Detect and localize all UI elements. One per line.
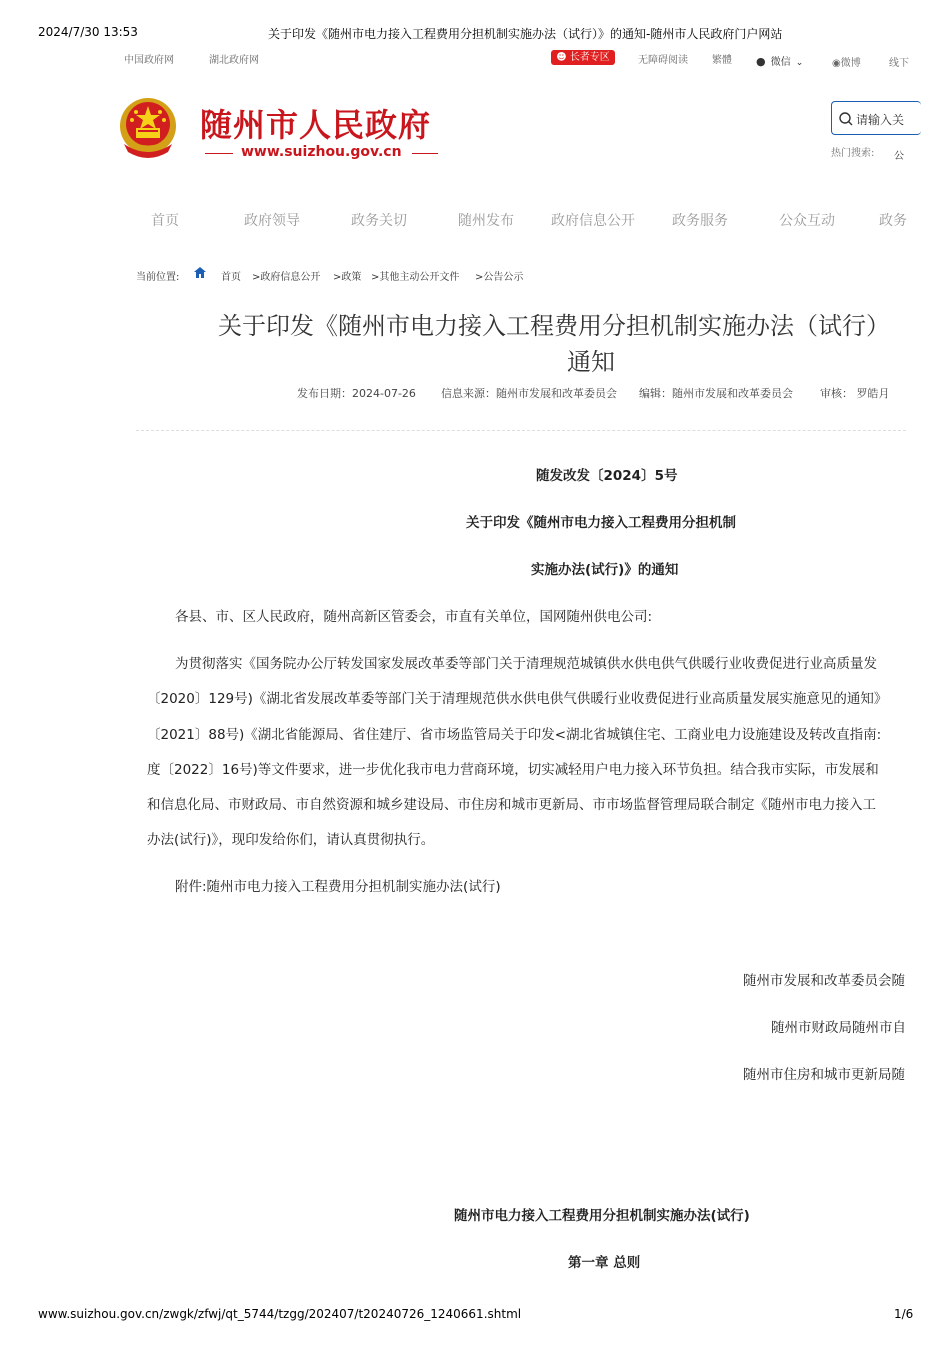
recipients: 各县、市、区人民政府，随州高新区管委会，市直有关单位，国网随州供电公司: <box>175 609 653 625</box>
elder-icon: ☻ <box>556 52 567 63</box>
subject-line1: 关于印发《随州市电力接入工程费用分担机制 <box>466 515 736 531</box>
signature-line: 随州市住房和城市更新局随 <box>743 1067 905 1083</box>
article-title-line1: 关于印发《随州市电力接入工程费用分担机制实施办法（试行） <box>218 312 890 340</box>
nav-releases[interactable]: 随州发布 <box>458 213 514 229</box>
nav-concerns[interactable]: 政务关切 <box>351 213 407 229</box>
breadcrumb-policy[interactable]: >政策 <box>333 272 362 283</box>
article-title-line2: 通知 <box>567 348 615 376</box>
nav-affairs[interactable]: 政务 <box>879 213 907 229</box>
chevron-down-icon: ⌄ <box>795 58 804 68</box>
search-placeholder: 请输入关 <box>856 113 905 127</box>
meta-divider <box>136 430 906 431</box>
nav-interaction[interactable]: 公众互动 <box>779 213 835 229</box>
subject-line2: 实施办法(试行)》的通知 <box>531 562 679 578</box>
offline-link[interactable] <box>889 51 909 69</box>
elder-zone-label: 长者专区 <box>569 52 610 63</box>
print-datetime: 2024/7/30 13:53 <box>38 25 138 39</box>
signature-line: 随州市财政局随州市自 <box>771 1020 906 1036</box>
hot-search-item[interactable] <box>894 144 906 162</box>
document-number: 随发改发〔2024〕5号 <box>536 468 678 484</box>
link-china-gov[interactable]: 中国政府网 <box>124 55 174 66</box>
traditional-chinese-link[interactable]: 繁體 <box>712 55 732 66</box>
link-hubei-gov[interactable]: 湖北政府网 <box>209 55 259 66</box>
weibo-link[interactable] <box>832 51 861 70</box>
search-icon <box>839 112 853 126</box>
print-url: www.suizhou.gov.cn/zwgk/zfwj/qt_5744/tzgg/202407/t20240726_1240661.shtml <box>38 1307 522 1321</box>
paragraph-line: 为贯彻落实《国务院办公厅转发国家发展改革委等部门关于清理规范城镇供水供电供气供暖行业收费促进行业高质量发 <box>175 656 877 672</box>
wechat-label: 微信 <box>770 57 791 68</box>
weibo-label: 微博 <box>840 58 861 69</box>
nav-services[interactable]: 政务服务 <box>672 213 728 229</box>
print-page-number: 1/6 <box>894 1307 914 1321</box>
attachment-title: 随州市电力接入工程费用分担机制实施办法(试行) <box>454 1208 750 1224</box>
nav-home[interactable]: 首页 <box>151 213 179 229</box>
accessible-reading-link[interactable]: 无障碍阅读 <box>638 55 688 66</box>
url-divider-left <box>205 153 233 154</box>
paragraph-line: 〔2020〕129号)《湖北省发展改革委等部门关于清理规范供水供电供气供暖行业收费促进行业高质量发展实施意见的通知》 <box>147 691 888 707</box>
nav-leaders[interactable]: 政府领导 <box>244 213 300 229</box>
site-url: www.suizhou.gov.cn <box>241 144 402 160</box>
breadcrumb-other-files[interactable]: >其他主动公开文件 <box>371 272 460 283</box>
breadcrumb-info-disclosure[interactable]: >政府信息公开 <box>252 272 321 283</box>
nav-info-disclosure[interactable]: 政府信息公开 <box>551 213 635 229</box>
editor: 编辑：随州市发展和改革委员会 <box>639 387 793 400</box>
reviewer: 审核： 罗皓月 <box>820 387 890 400</box>
attachment-link[interactable]: 附件:随州市电力接入工程费用分担机制实施办法(试行) <box>175 879 501 895</box>
info-source: 信息来源：随州市发展和改革委员会 <box>441 387 617 400</box>
paragraph-line: 和信息化局、市财政局、市自然资源和城乡建设局、市住房和城市更新局、市市场监督管理局联合制定《随州市电力接入工 <box>147 797 876 813</box>
paragraph-line: 办法(试行)》，现印发给你们，请认真贯彻执行。 <box>147 832 435 848</box>
hot-search-label: 热门搜索: <box>831 148 875 159</box>
breadcrumb-label: 当前位置: <box>136 272 180 283</box>
breadcrumb-announcements[interactable]: >公告公示 <box>475 272 524 283</box>
wechat-icon: ● <box>756 55 766 68</box>
site-name: 随州市人民政府 <box>200 106 432 144</box>
home-icon <box>194 267 206 278</box>
search-input[interactable] <box>831 101 921 135</box>
print-page-title: 关于印发《随州市电力接入工程费用分担机制实施办法（试行）》的通知-随州市人民政府门户网站 <box>268 27 783 41</box>
paragraph-line: 度〔2022〕16号)等文件要求，进一步优化我市电力营商环境，切实减轻用户电力接入环节负担。结合我市实际，市发展和 <box>147 762 879 778</box>
chapter-heading: 第一章 总则 <box>568 1255 641 1271</box>
publish-date: 发布日期：2024-07-26 <box>297 387 416 400</box>
breadcrumb-home[interactable]: 首页 <box>221 272 241 283</box>
wechat-menu[interactable] <box>756 50 803 69</box>
weibo-icon: ◉ <box>832 58 841 69</box>
url-divider-right <box>412 153 438 154</box>
paragraph-line: 〔2021〕88号)《湖北省能源局、省住建厅、省市场监管局关于印发<湖北省城镇住宅、工商业电力设施建设及转改直指南: <box>147 727 882 743</box>
signature-line: 随州市发展和改革委员会随 <box>743 973 905 989</box>
elder-zone-button[interactable] <box>551 50 615 65</box>
offline-label: 线下 <box>889 58 909 69</box>
national-emblem-icon <box>116 94 180 162</box>
hot-search-item-label: 公 <box>894 151 904 162</box>
